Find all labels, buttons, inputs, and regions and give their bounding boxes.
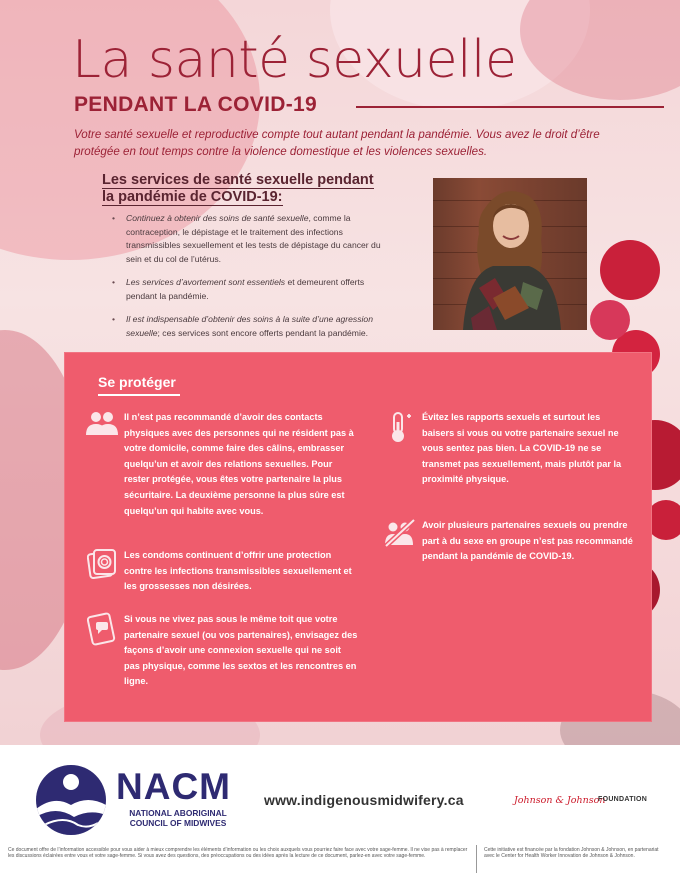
page-subtitle: PENDANT LA COVID-19	[74, 93, 317, 116]
list-item	[112, 212, 397, 266]
thermometer-icon	[382, 410, 418, 446]
phone-chat-icon	[84, 612, 120, 648]
services-heading-line1: Les services de santé sexuelle pendant	[102, 172, 374, 188]
intro-text: Votre santé sexuelle et reproductive compte tout autant pendant la pandémie. Vous avez le droit d’être protégée en tout temps contre la violence domestique et les violences sexuelles.	[74, 128, 600, 158]
page-title: La santé sexuelle	[72, 30, 517, 90]
protect-heading: Se protéger	[98, 374, 176, 390]
people-icon	[84, 410, 120, 446]
no-group-icon	[382, 518, 418, 554]
protect-item-text: Avoir plusieurs partenaires sexuels ou prendre part à du sexe en groupe n’est pas recommandé pendant la pandémie de COVID-19.	[422, 520, 633, 562]
org-name	[118, 808, 238, 828]
services-heading-line2: la pandémie de COVID-19:	[102, 189, 283, 205]
disclaimer-right: Cette initiative est financée par la fondation Johnson & Johnson, en partenariat avec le Center for Health Worker Innovation de Johnson & Johnson.	[484, 847, 659, 860]
list-item-rest: et demeurent offerts pendant la pandémie.	[126, 277, 365, 301]
list-item-lead: Les services d’avortement sont essentiels	[126, 277, 286, 287]
list-item-rest: , comme la contraception, le dépistage et le traitement des infections transmissibles sexuellement et les tests de dépistage du cancer du sein et du col de l’utérus.	[126, 213, 381, 264]
services-list	[112, 212, 397, 350]
protect-item-text: Il n’est pas recommandé d’avoir des contacts physiques avec des personnes qui ne résident pas à votre domicile, comme faire des câlins, embrasser quelqu’un et avoir des relations sexuelles. Pour rester protégée, vous êtes votre partenaire la plus sécuritaire. La deuxième personne la plus sûre est quelqu’un qui habite avec vous.	[124, 412, 354, 516]
sponsor-logo: Johnson & Johnson	[514, 795, 606, 806]
footer	[0, 745, 680, 880]
protect-panel	[64, 352, 652, 722]
woman-photo	[433, 178, 587, 330]
protect-item	[84, 410, 359, 519]
footer-divider	[476, 845, 477, 873]
protect-item	[382, 410, 634, 488]
sponsor-suffix: FOUNDATION	[598, 796, 648, 803]
subtitle-row	[74, 93, 664, 119]
list-item	[112, 276, 397, 303]
condom-icon	[84, 548, 120, 584]
org-acronym: NACM	[116, 766, 231, 807]
protect-heading-underline	[98, 394, 180, 396]
protect-item	[84, 612, 359, 690]
protect-item	[382, 518, 634, 565]
org-name-line1: NATIONAL ABORIGINAL	[129, 808, 227, 818]
protect-item-text: Les condoms continuent d’offrir une protection contre les infections transmissibles sexuellement et les grossesses non désirées.	[124, 550, 352, 592]
disclaimer-left: Ce document offre de l’information accessible pour vous aider à mieux comprendre les éléments d’information ou les choix auxquels vous pourriez faire face avec votre sage-femme. Il ne vise pas à remplacer les discussions éclairées entre vous et votre sage-femme. Si vous avez des questions, des préoccupations ou des idées après la lecture de ce document, parlez-en avec votre sage-femme.	[8, 847, 468, 860]
subtitle-divider	[356, 106, 664, 108]
list-item-lead: Continuez à obtenir des soins de santé sexuelle	[126, 213, 309, 223]
list-item-lead: Il est indispensable d’obtenir des soins à la suite d’une agression sexuelle	[126, 314, 373, 338]
protect-item-text: Évitez les rapports sexuels et surtout les baisers si vous ou votre partenaire sexuel ne vous sentez pas bien. La COVID-19 ne se transmet pas sexuellement, mais plutôt par la proximité physique.	[422, 412, 622, 485]
org-name-line2: COUNCIL OF MIDWIVES	[129, 818, 227, 828]
protect-item	[84, 548, 359, 595]
website-link[interactable]: www.indigenousmidwifery.ca	[264, 792, 464, 808]
woman-figure-illustration	[433, 178, 587, 330]
protect-item-text: Si vous ne vivez pas sous le même toit que votre partenaire sexuel (ou vos partenaires), envisagez des façons d’avoir une connexion sexuelle qui ne soit pas physique, comme les sextos et les rencontres en ligne.	[124, 614, 358, 687]
list-item	[112, 313, 397, 340]
services-heading	[102, 172, 392, 206]
list-item-rest: ; ces services sont encore offerts pendant la pandémie.	[157, 327, 369, 338]
nacm-logo	[36, 765, 106, 835]
